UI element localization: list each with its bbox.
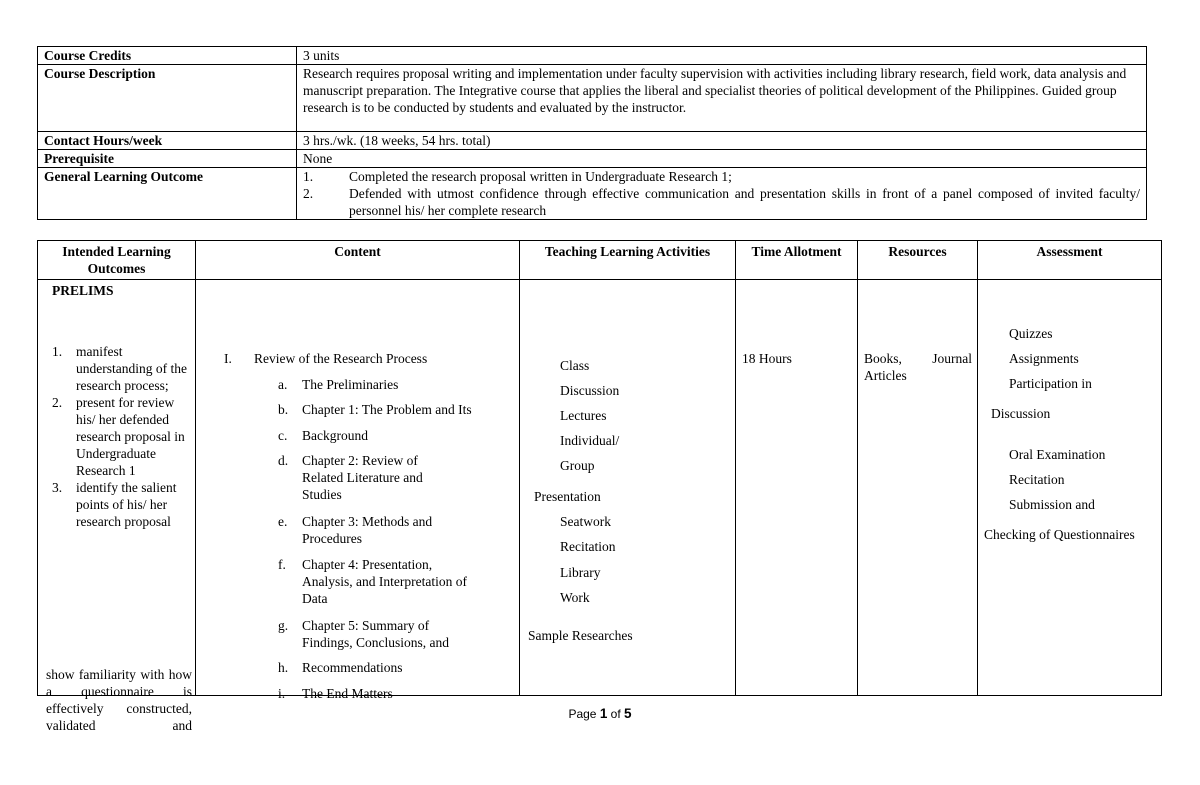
ilo-cell <box>38 280 196 733</box>
content-item <box>278 617 478 651</box>
content-item-letter: b. <box>278 402 289 417</box>
activity-item: Lectures <box>560 408 607 423</box>
content-item <box>278 376 478 393</box>
ilo-item <box>52 394 192 479</box>
content-item-text: Chapter 3: Methods and Procedures <box>302 514 433 546</box>
assessment-item: Discussion <box>991 406 1051 421</box>
content-main-topic: Review of the Research Process <box>254 351 428 366</box>
content-main-number: I. <box>224 351 232 366</box>
activity-item: Seatwork <box>560 514 611 529</box>
header-teaching-learning-activities: Teaching Learning Activities <box>520 241 736 280</box>
glo-item-text: Defended with utmost confidence through effective communication and presentation skills in front of a panel composed of invited faculty/ personnel his/ her complete research <box>349 186 1140 218</box>
ilo-continuation-text: show familiarity with how a questionnaire is effectively constructed, validated and <box>46 667 192 733</box>
prerequisite-value: None <box>297 150 1147 168</box>
page-footer <box>0 706 1200 721</box>
activity-item: Sample Researches <box>528 628 633 643</box>
course-description-row <box>38 65 1147 132</box>
prerequisite-row <box>38 150 1147 168</box>
content-item-letter: e. <box>278 514 288 529</box>
ilo-text: present for review his/ her defended research proposal in Undergraduate Research 1 <box>76 395 185 478</box>
activity-item: Discussion <box>560 383 620 398</box>
content-item-text: Chapter 5: Summary of Findings, Conclusions, and <box>302 618 450 650</box>
glo-item-number: 1. <box>303 169 314 184</box>
content-item-letter: c. <box>278 428 288 443</box>
activity-item: Recitation <box>560 539 616 554</box>
content-item-text: Recommendations <box>302 660 403 675</box>
assessment-item: Participation in <box>1009 376 1092 391</box>
time-allotment-cell <box>736 280 858 696</box>
content-item <box>278 659 478 676</box>
glo-item <box>303 168 1140 185</box>
activity-item: Individual/ <box>560 433 620 448</box>
resources-cell <box>858 280 978 696</box>
page-of: of <box>610 707 621 721</box>
assessment-item: Oral Examination <box>1009 447 1106 462</box>
ilo-list <box>52 343 192 530</box>
glo-item-number: 2. <box>303 186 314 201</box>
course-description-label: Course Description <box>38 65 297 132</box>
course-credits-label: Course Credits <box>38 47 297 65</box>
activity-item: Group <box>560 458 595 473</box>
content-item <box>278 513 478 547</box>
header-intended-learning-outcomes: Intended Learning Outcomes <box>38 241 196 280</box>
term-label: PRELIMS <box>52 283 114 298</box>
header-time-allotment: Time Allotment <box>736 241 858 280</box>
time-allotment-value: 18 Hours <box>742 351 792 366</box>
resources-value: Books, Journal Articles <box>864 351 972 383</box>
assessment-item: Assignments <box>1009 351 1079 366</box>
ilo-text: manifest understanding of the research process; <box>76 344 187 393</box>
header-resources: Resources <box>858 241 978 280</box>
content-item <box>278 685 478 702</box>
header-content: Content <box>196 241 520 280</box>
contact-hours-value: 3 hrs./wk. (18 weeks, 54 hrs. total) <box>297 132 1147 150</box>
prelims-row <box>38 280 1162 696</box>
assessment-item: Submission and <box>1009 497 1095 512</box>
prerequisite-label: Prerequisite <box>38 150 297 168</box>
content-item-text: Background <box>302 428 368 443</box>
content-item <box>278 556 478 607</box>
content-item <box>278 452 478 503</box>
content-item-letter: d. <box>278 453 289 468</box>
content-item <box>278 401 478 418</box>
content-item-text: Chapter 2: Review of Related Literature and Studies <box>302 453 423 502</box>
course-credits-value: 3 units <box>297 47 1147 65</box>
assessment-item: Checking of Questionnaires <box>984 527 1135 542</box>
content-item-letter: i. <box>278 686 286 701</box>
ilo-item <box>52 479 192 530</box>
general-learning-outcome-value <box>297 168 1147 220</box>
ilo-number: 1. <box>52 344 63 359</box>
glo-item <box>303 185 1140 219</box>
assessment-item: Quizzes <box>1009 326 1053 341</box>
contact-hours-row <box>38 132 1147 150</box>
content-item-letter: g. <box>278 618 289 633</box>
content-item-text: The End Matters <box>302 686 393 701</box>
general-learning-outcome-label: General Learning Outcome <box>38 168 297 220</box>
contact-hours-label: Contact Hours/week <box>38 132 297 150</box>
activities-cell <box>520 280 736 696</box>
content-item <box>278 427 478 444</box>
ilo-number: 3. <box>52 480 63 495</box>
assessment-cell <box>978 280 1162 696</box>
course-info-table <box>37 46 1147 220</box>
header-row <box>38 241 1162 280</box>
activity-item: Class <box>560 358 590 373</box>
course-credits-row <box>38 47 1147 65</box>
ilo-number: 2. <box>52 395 63 410</box>
ilo-text: identify the salient points of his/ her research proposal <box>76 480 177 529</box>
content-item-letter: h. <box>278 660 289 675</box>
header-assessment: Assessment <box>978 241 1162 280</box>
glo-item-text: Completed the research proposal written in Undergraduate Research 1; <box>349 169 732 184</box>
assessment-item: Recitation <box>1009 472 1065 487</box>
activity-item: Presentation <box>534 489 601 504</box>
activity-item: Library <box>560 565 601 580</box>
content-item-letter: a. <box>278 377 288 392</box>
page-prefix: Page <box>568 707 597 721</box>
page-total: 5 <box>624 706 632 721</box>
content-item-text: The Preliminaries <box>302 377 399 392</box>
content-cell <box>196 280 520 701</box>
page-current: 1 <box>599 706 608 721</box>
content-item-letter: f. <box>278 557 286 572</box>
ilo-item <box>52 343 192 394</box>
general-learning-outcome-row <box>38 168 1147 220</box>
content-item-text: Chapter 4: Presentation, Analysis, and Interpretation of Data <box>302 557 467 606</box>
content-item-text: Chapter 1: The Problem and Its <box>302 402 472 417</box>
activity-item: Work <box>560 590 590 605</box>
course-description-value: Research requires proposal writing and implementation under faculty supervision with activities including library research, field work, data analysis and manuscript preparation. The Integrative course that applies the liberal and specialist theories of political development of the Philippines. Guided group research is to be conducted by students and evaluated by the instructor. <box>297 65 1147 132</box>
